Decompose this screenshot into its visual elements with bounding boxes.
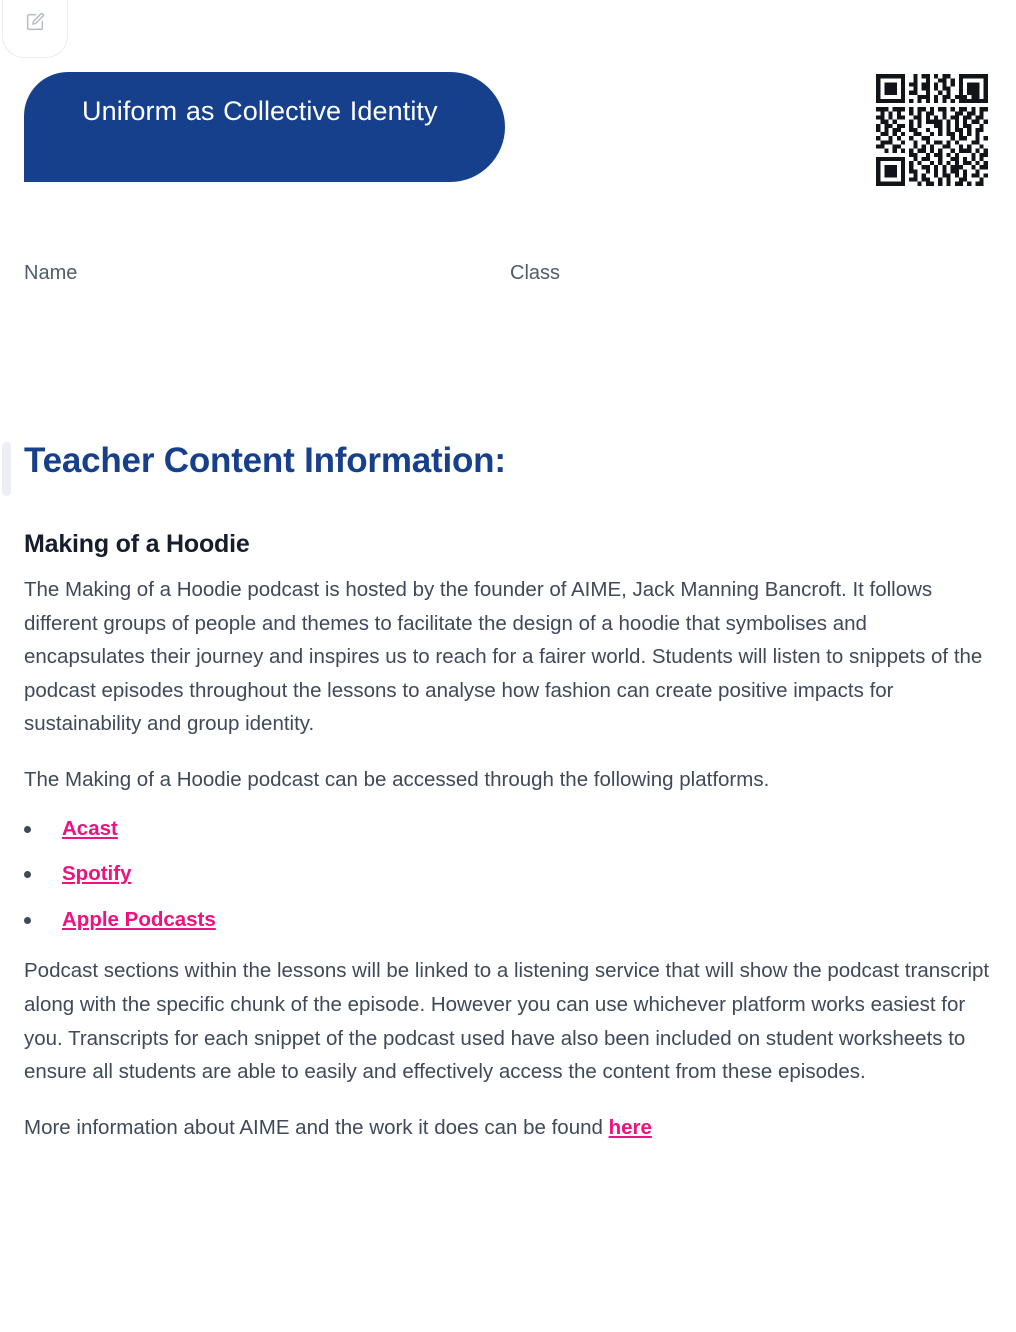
name-label: Name	[24, 262, 78, 284]
qr-code-icon	[872, 70, 992, 190]
platform-list	[24, 817, 992, 933]
edit-badge[interactable]	[2, 0, 68, 58]
qr-code[interactable]	[872, 70, 992, 190]
teacher-content-section	[0, 440, 1016, 1166]
class-label: Class	[510, 262, 561, 284]
student-meta-row	[24, 262, 984, 292]
link-apple-podcasts[interactable]: Apple Podcasts	[62, 907, 216, 931]
link-acast[interactable]: Acast	[62, 816, 118, 840]
paragraph-transcripts: Podcast sections within the lessons will be linked to a listening service that will show the podcast transcript along with the specific chunk of the episode. However you can use whichever platform works easiest for you. Transcripts for each snippet of the podcast used have also been included on student worksheets to ensure all students are able to easily and effectively access the content from these episodes.	[24, 959, 990, 1084]
page-title-banner	[24, 72, 505, 182]
more-info-text: More information about AIME and the work it does can be found	[24, 1115, 609, 1139]
section-body	[0, 529, 1016, 1144]
section-header	[0, 440, 1016, 496]
list-item	[24, 908, 992, 933]
subsection-heading: Making of a Hoodie	[24, 530, 250, 558]
link-here[interactable]: here	[608, 1115, 652, 1139]
paragraph-podcast-overview: The Making of a Hoodie podcast is hosted by the founder of AIME, Jack Manning Bancroft. It follows different groups of people and themes to facilitate the design of a hoodie that symbolises and encapsulates their journey and inspires us to reach for a fairer world. Students will listen to snippets of the podcast episodes throughout the lessons to analyse how fashion can create positive impacts for sustainability and group identity.	[24, 578, 983, 736]
page-title: Uniform as Collective Identity	[82, 96, 438, 126]
section-accent-bar	[2, 442, 11, 496]
list-item	[24, 817, 992, 842]
section-heading: Teacher Content Information:	[24, 441, 506, 480]
paragraph-platform-intro: The Making of a Hoodie podcast can be accessed through the following platforms.	[24, 768, 770, 792]
link-spotify[interactable]: Spotify	[62, 862, 132, 886]
list-item	[24, 862, 992, 887]
edit-square-icon	[24, 11, 46, 33]
paragraph-more-info	[24, 1111, 992, 1145]
